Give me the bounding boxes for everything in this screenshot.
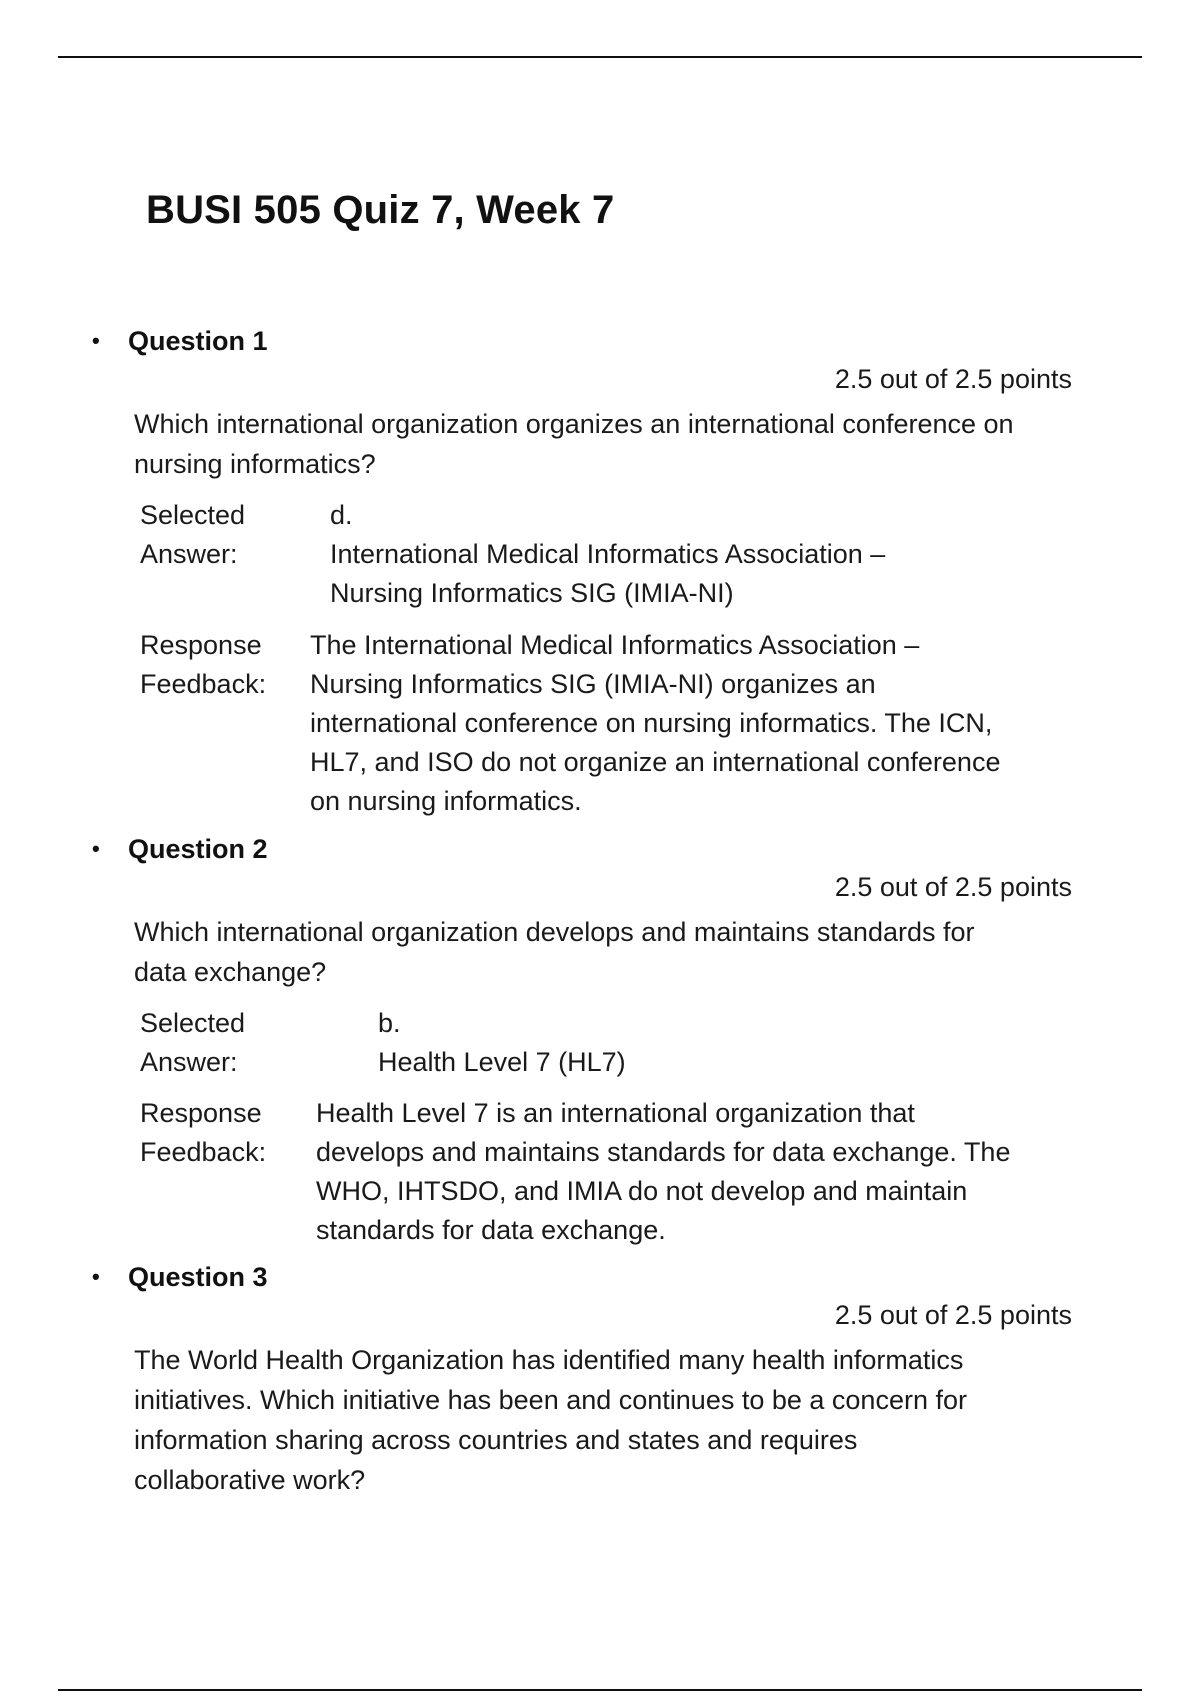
points-score: 2.5 out of 2.5 points <box>834 1300 1072 1330</box>
bullet-icon: • <box>92 328 100 353</box>
question-heading <box>92 834 268 865</box>
selected-answer-label: Selected Answer: <box>140 500 246 569</box>
bullet-icon: • <box>92 1264 100 1289</box>
top-rule <box>58 56 1142 58</box>
selected-answer-value <box>378 1004 978 1082</box>
points-score: 2.5 out of 2.5 points <box>834 872 1072 902</box>
bullet-icon: • <box>92 836 100 861</box>
response-feedback-label: Response Feedback: <box>140 630 267 699</box>
question-text: Which international organization organizes an international conference on nursing informatics? <box>134 409 1014 479</box>
answer-text: Health Level 7 (HL7) <box>378 1047 626 1077</box>
answer-text: International Medical Informatics Association – Nursing Informatics SIG (IMIA-NI) <box>330 539 886 608</box>
question-heading-label: Question 3 <box>128 1262 268 1292</box>
selected-answer-label: Selected Answer: <box>140 1008 246 1077</box>
page-title: BUSI 505 Quiz 7, Week 7 <box>146 188 615 232</box>
question-text: Which international organization develops and maintains standards for data exchange? <box>134 917 975 987</box>
response-feedback-text: Health Level 7 is an international organization that develops and maintains standards for data exchange. The WHO, IHTSDO, and IMIA do not develop and maintain standards for data exchange. <box>316 1098 1011 1245</box>
answer-letter: d. <box>330 500 353 530</box>
question-heading <box>92 326 268 357</box>
selected-answer-value <box>330 496 970 613</box>
response-feedback-text: The International Medical Informatics Association – Nursing Informatics SIG (IMIA-NI) organizes an international conference on nursing informatics. The ICN, HL7, and ISO do not organize an international conference on nursing informatics. <box>310 630 1001 816</box>
response-feedback-label: Response Feedback: <box>140 1098 267 1167</box>
bottom-rule <box>58 1689 1142 1691</box>
question-heading-label: Question 2 <box>128 834 268 864</box>
points-score: 2.5 out of 2.5 points <box>834 364 1072 394</box>
question-heading <box>92 1262 268 1293</box>
question-text: The World Health Organization has identified many health informatics initiatives. Which initiative has been and continues to be a concern for information sharing across countries and states and requires collaborative work? <box>134 1345 967 1495</box>
answer-letter: b. <box>378 1008 401 1038</box>
question-heading-label: Question 1 <box>128 326 268 356</box>
